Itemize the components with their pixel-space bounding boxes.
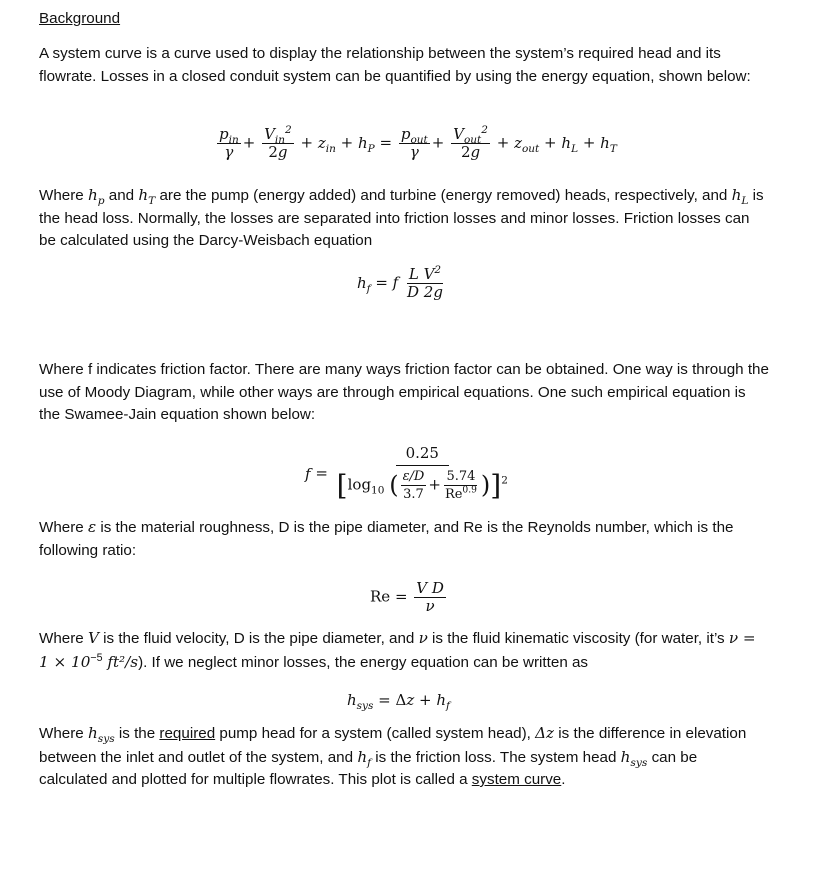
system-curve-underlined: system curve <box>471 771 562 788</box>
background-heading: Background <box>39 10 121 27</box>
document <box>39 8 769 788</box>
roughness-paragraph: Where ε is the material roughness, D is the pipe diameter, and Re is the Reynolds number, which is the following ratio: <box>39 518 734 559</box>
required-underlined: required <box>159 725 216 742</box>
swamee-jain-equation: f = 0.25 [$\log_{10}$ ( $\frac{\varepsilon/D}{3.7}$ + $\frac{5.74}{Re^{0.9}}$ )]$^2$ <box>305 444 508 502</box>
darcy-weisbach-equation: $h_f = f$ $\frac{L V^2}{D 2g}$ <box>357 264 443 301</box>
pump-turbine-paragraph: Where $h_p$ and $h_T$ are the pump (energy added) and turbine (energy removed) heads, respectively, and $h_L$ is the head loss. Normally, the losses are separated into friction losses and minor losses. Friction losses can be calculated using the Darcy-Weisbach equation <box>39 186 764 249</box>
energy-equation: $\frac{p_{in}}{\gamma}$ + $\frac{V_{in}^2}{2g}$ + $z_{in} + h_P$ = $\frac{p_{out}}{\gamma}$ + $\frac{V_{out}^2}{2g}$ + $z_{out} + h_L + h_T$ <box>219 124 617 161</box>
intro-paragraph: A system curve is a curve used to display the relationship between the system’s required head and its flowrate. Losses in a closed conduit system can be quantified by using the energy equation, shown below: <box>39 45 751 85</box>
friction-factor-paragraph: Where f indicates friction factor. There are many ways friction factor can be obtained. One way is through the use of Moody Diagram, while other ways are through empirical equations. One such empirical equation is the Swamee-Jain equation shown below: <box>39 361 769 423</box>
velocity-paragraph: Where V is the fluid velocity, D is the pipe diameter, and ν is the fluid kinematic viscosity (for water, it’s $\nu = 1 \times 10^{-5}$ ft²/s). If we neglect minor losses, the energy equation can be written as <box>39 629 756 671</box>
system-head-equation: $h_{sys} = \Delta z + h_f$ <box>347 691 450 712</box>
reynolds-equation: Re = $\frac{\text{V D}}{\nu}$ <box>370 579 444 615</box>
system-head-paragraph: Where $h_{sys}$ is the required pump head for a system (called system head), Δz is the difference in elevation between the inlet and outlet of the system, and $h_f$ is the friction loss. The system head $h_{sys}$ can be calculated and plotted for multiple flowrates. This plot is called a system curve. <box>39 724 747 788</box>
